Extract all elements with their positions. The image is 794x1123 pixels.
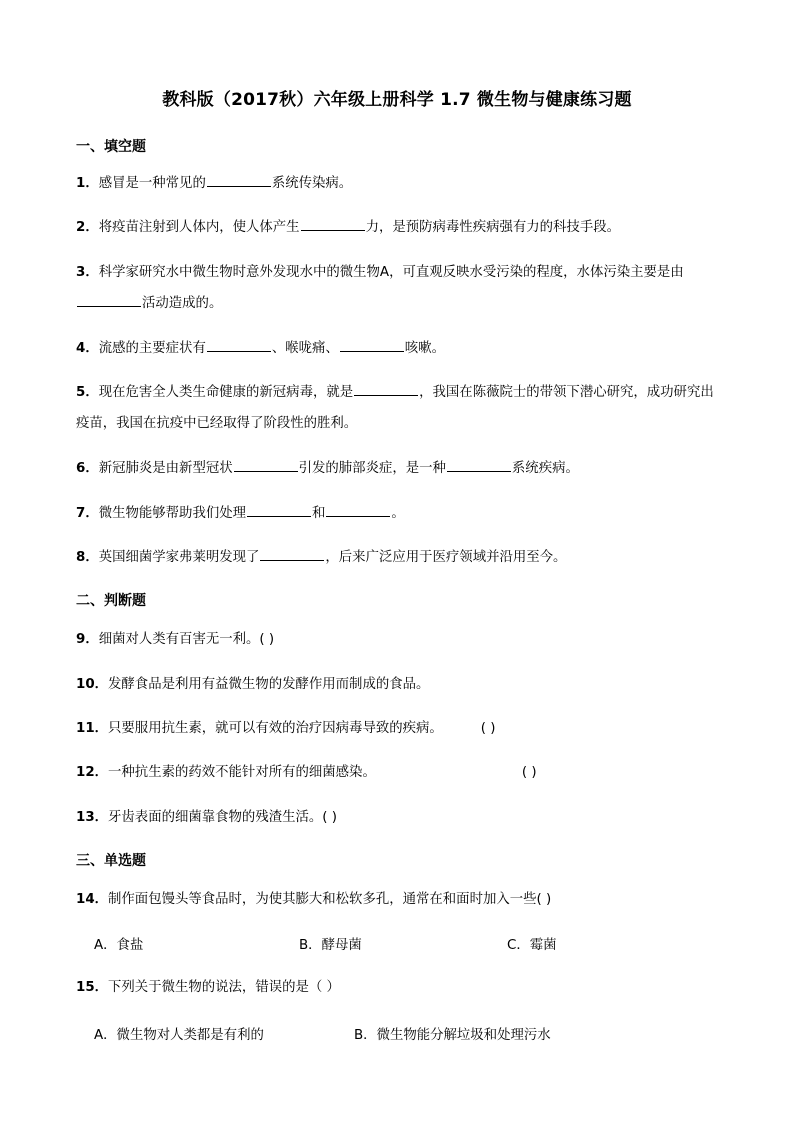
question-text: 微生物能够帮助我们处理	[98, 506, 247, 521]
question-number: 9．	[76, 632, 99, 647]
question-text: ，后来广泛应用于医疗领域并沿用至今。	[325, 550, 567, 565]
answer-blank[interactable]	[260, 559, 324, 561]
question-number: 15．	[76, 980, 109, 995]
options-14	[94, 934, 734, 956]
question-number: 14．	[76, 892, 109, 907]
question-text: 现在危害全人类生命健康的新冠病毒，就是	[98, 385, 354, 400]
answer-blank[interactable]	[301, 229, 365, 231]
question-text: 活动造成的。	[142, 296, 223, 311]
question-number: 11．	[76, 721, 109, 736]
question-number: 13．	[76, 810, 109, 825]
question-7	[76, 498, 718, 529]
question-5	[76, 377, 718, 439]
option-a[interactable]: A．食盐	[94, 938, 144, 953]
options-15	[94, 1024, 734, 1046]
question-number: 6．	[76, 461, 99, 476]
question-text: 、喉咙痛、	[271, 341, 339, 356]
question-text: 引发的肺部炎症，是一种	[298, 461, 446, 476]
question-8	[76, 542, 718, 573]
question-text: 一种抗生素的药效不能针对所有的细菌感染。	[108, 765, 376, 780]
question-13	[76, 802, 718, 833]
question-text: 新冠肺炎是由新型冠状	[98, 461, 233, 476]
question-number: 3．	[76, 265, 99, 280]
question-text: ，我国在陈薇院士的带领下潜心研究，成功研究出疫苗，我国在抗疫中已经取得了阶段性的胜利。	[76, 385, 714, 431]
question-text: 咳嗽。	[404, 341, 445, 356]
answer-blank[interactable]	[340, 350, 404, 352]
answer-blank[interactable]	[354, 394, 418, 396]
question-text: 系统疾病。	[511, 461, 579, 476]
question-2	[76, 212, 718, 243]
question-10	[76, 669, 718, 700]
question-text: 将疫苗注射到人体内，使人体产生	[98, 220, 300, 235]
answer-parentheses[interactable]: ( )	[536, 892, 552, 907]
question-text: 。	[391, 506, 405, 521]
question-text: 力，是预防病毒性疾病强有力的科技手段。	[365, 220, 620, 235]
option-c[interactable]: C．霉菌	[507, 938, 557, 953]
answer-parentheses[interactable]: ( )	[521, 765, 537, 780]
answer-blank[interactable]	[326, 515, 390, 517]
question-number: 8．	[76, 550, 99, 565]
question-number: 7．	[76, 506, 99, 521]
answer-blank[interactable]	[247, 515, 311, 517]
question-number: 10．	[76, 677, 109, 692]
question-12	[76, 757, 718, 788]
question-number: 12．	[76, 765, 109, 780]
question-text: 流感的主要症状有	[98, 341, 206, 356]
question-number: 1．	[76, 176, 99, 191]
question-text: 制作面包馒头等食品时，为使其膨大和松软多孔，通常在和面时加入一些	[108, 892, 537, 907]
question-text: 牙齿表面的细菌靠食物的残渣生活。	[108, 810, 323, 825]
option-a[interactable]: A．微生物对人类都是有利的	[94, 1028, 264, 1043]
question-number: 5．	[76, 385, 99, 400]
option-b[interactable]: B．酵母菌	[299, 938, 362, 953]
section-heading-choice: 三、单选题	[76, 853, 146, 869]
question-number: 4．	[76, 341, 99, 356]
question-text: 系统传染病。	[271, 176, 353, 191]
question-4	[76, 333, 718, 364]
question-15	[76, 972, 718, 1003]
question-text: 发酵食品是利用有益微生物的发酵作用而制成的食品。	[108, 677, 430, 692]
section-heading-judge: 二、判断题	[76, 593, 146, 609]
question-text: 只要服用抗生素，就可以有效的治疗因病毒导致的疾病。	[108, 721, 443, 736]
page-title: 教科版（2017秋）六年级上册科学 1.7 微生物与健康练习题	[162, 90, 632, 110]
question-text: 下列关于微生物的说法，错误的是	[108, 980, 309, 995]
answer-blank[interactable]	[207, 350, 271, 352]
answer-parentheses[interactable]: ( )	[480, 721, 496, 736]
answer-blank[interactable]	[234, 470, 298, 472]
question-6	[76, 453, 718, 484]
question-text: 英国细菌学家弗莱明发现了	[98, 550, 260, 565]
question-text: 细菌对人类有百害无一利。	[98, 632, 260, 647]
question-9	[76, 624, 718, 655]
question-number: 2．	[76, 220, 99, 235]
question-text: 科学家研究水中微生物时意外发现水中的微生物A，可直观反映水受污染的程度，水体污染主要是由	[98, 265, 684, 280]
question-text: 感冒是一种常见的	[98, 176, 206, 191]
option-b[interactable]: B．微生物能分解垃圾和处理污水	[354, 1028, 551, 1043]
answer-blank[interactable]	[447, 470, 511, 472]
answer-blank[interactable]	[77, 305, 141, 307]
question-1	[76, 168, 718, 199]
question-14	[76, 884, 718, 915]
answer-parentheses[interactable]: ( )	[259, 632, 275, 647]
question-text: 和	[312, 506, 326, 521]
answer-parentheses[interactable]: （ ）	[308, 980, 340, 995]
question-3	[76, 257, 718, 319]
answer-blank[interactable]	[207, 185, 271, 187]
section-heading-fill: 一、填空题	[76, 139, 146, 155]
answer-parentheses[interactable]: ( )	[322, 810, 337, 825]
question-11	[76, 713, 718, 744]
